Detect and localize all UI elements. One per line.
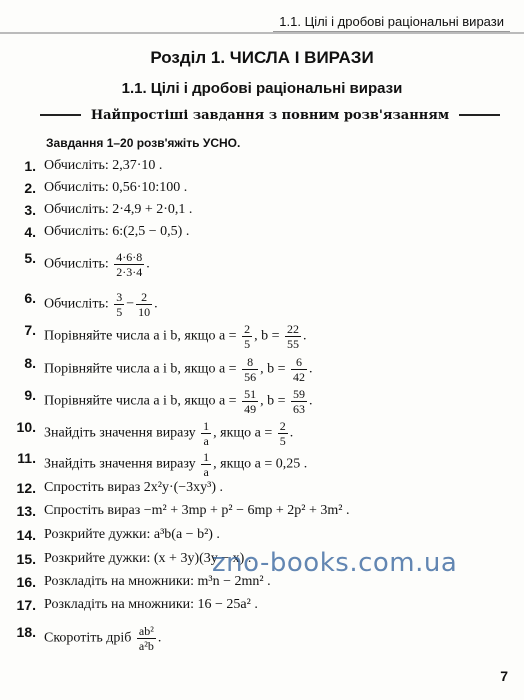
problem-text: Розкладіть на множники: 16 − 25a² . bbox=[44, 597, 258, 612]
fraction bbox=[242, 387, 258, 416]
denominator: 42 bbox=[292, 370, 305, 384]
problem-number: 17. bbox=[16, 597, 36, 613]
problem-text-part: . bbox=[289, 425, 294, 441]
numerator: 59 bbox=[292, 387, 305, 401]
problem-text: Розкрийте дужки: (x + 3y)(3y − x) . bbox=[44, 551, 252, 566]
operator: − bbox=[126, 296, 135, 312]
problem-text: Обчисліть: 0,56·10:100 . bbox=[44, 180, 188, 195]
problem-text-part: . bbox=[308, 393, 313, 409]
problem-number: 6. bbox=[24, 290, 36, 306]
header-rule bbox=[0, 32, 524, 34]
fraction bbox=[291, 355, 307, 384]
denominator: 5 bbox=[116, 305, 123, 319]
problem-text bbox=[44, 450, 307, 479]
problem-number: 9. bbox=[24, 387, 36, 403]
fraction bbox=[201, 419, 211, 448]
denominator: 5 bbox=[244, 337, 251, 351]
numerator: 3 bbox=[116, 290, 123, 304]
problem-text-part: Порівняйте числа a і b, якщо a = bbox=[44, 328, 237, 344]
problem-text bbox=[44, 624, 161, 653]
problem-text-part: , якщо a = bbox=[213, 425, 273, 441]
problem-number: 15. bbox=[16, 551, 36, 567]
numerator: 2 bbox=[244, 322, 251, 336]
problem-text-part: . bbox=[157, 630, 162, 646]
problem-number: 12. bbox=[16, 480, 36, 496]
problem-text-part: . bbox=[308, 361, 313, 377]
problem-text: Спростіть вираз −m² + 3mp + p² − 6mp + 2p² + 3m² . bbox=[44, 503, 350, 518]
problem-text-part: , b = bbox=[260, 361, 286, 377]
fraction bbox=[114, 290, 124, 319]
numerator: 8 bbox=[242, 355, 258, 370]
denominator: 55 bbox=[286, 337, 299, 351]
watermark: zno-books.com.ua bbox=[212, 548, 458, 578]
fraction bbox=[278, 419, 288, 448]
denominator: 49 bbox=[244, 402, 257, 416]
problem-number: 10. bbox=[16, 419, 36, 435]
band-heading bbox=[40, 106, 500, 124]
problem-number: 3. bbox=[24, 202, 36, 218]
problem-number: 8. bbox=[24, 355, 36, 371]
problem-number: 5. bbox=[24, 250, 36, 266]
problem-number: 4. bbox=[24, 224, 36, 240]
section-title: Розділ 1. ЧИСЛА І ВИРАЗИ bbox=[150, 48, 374, 67]
problem-text: Обчисліть: 2,37·10 . bbox=[44, 158, 163, 173]
problem-text: Обчисліть: 2·4,9 + 2·0,1 . bbox=[44, 202, 193, 217]
numerator: 6 bbox=[291, 355, 307, 370]
denominator: 2·3·4 bbox=[116, 265, 143, 279]
problem-text-part: Порівняйте числа a і b, якщо a = bbox=[44, 361, 237, 377]
fraction bbox=[136, 290, 152, 319]
denominator: a bbox=[203, 434, 209, 448]
problem-text-part: , b = bbox=[254, 328, 280, 344]
fraction bbox=[137, 624, 156, 653]
denominator: a²b bbox=[138, 639, 154, 653]
problem-text-part: Обчисліть: bbox=[44, 256, 109, 272]
fraction bbox=[114, 250, 144, 279]
problem-text-part: . bbox=[146, 256, 150, 272]
numerator: ab² bbox=[138, 624, 154, 638]
running-header: 1.1. Цілі і дробові раціональні вирази bbox=[273, 12, 510, 32]
band-title: Найпростіші завдання з повним розв'язанням bbox=[81, 108, 459, 123]
numerator: 22 bbox=[286, 322, 299, 336]
problem-text: Обчисліть: 6:(2,5 − 0,5) . bbox=[44, 224, 190, 239]
problem-text: Розкрийте дужки: a³b(a − b²) . bbox=[44, 527, 220, 542]
problem-number: 18. bbox=[16, 624, 36, 640]
problem-text-part: . bbox=[154, 296, 158, 312]
fraction bbox=[201, 450, 211, 479]
problem-number: 1. bbox=[24, 158, 36, 174]
numerator: 1 bbox=[203, 419, 210, 433]
problem-number: 11. bbox=[17, 450, 36, 466]
fraction bbox=[242, 355, 258, 384]
problem-number: 14. bbox=[16, 527, 36, 543]
problem-text bbox=[44, 419, 293, 448]
problem-number: 2. bbox=[24, 180, 36, 196]
subsection-title: 1.1. Цілі і дробові раціональні вирази bbox=[121, 80, 403, 97]
numerator: 2 bbox=[279, 419, 286, 433]
problem-text bbox=[44, 250, 150, 279]
denominator: a bbox=[203, 465, 209, 479]
problem-text-part: . bbox=[302, 328, 307, 344]
denominator: 63 bbox=[292, 402, 305, 416]
problem-text: Розкладіть на множники: m³n − 2mn² . bbox=[44, 574, 271, 589]
problem-text-part: Скоротіть дріб bbox=[44, 630, 132, 646]
problem-number: 7. bbox=[24, 322, 36, 338]
problem-text-part: Порівняйте числа a і b, якщо a = bbox=[44, 393, 237, 409]
problem-text-part: Обчисліть: bbox=[44, 296, 109, 312]
problem-text: Спростіть вираз 2x²y·(−3xy³) . bbox=[44, 480, 224, 495]
numerator: 1 bbox=[203, 450, 210, 464]
problem-number: 13. bbox=[16, 503, 36, 519]
denominator: 56 bbox=[244, 370, 257, 384]
fraction bbox=[285, 322, 301, 351]
problem-text bbox=[44, 290, 158, 319]
problem-text bbox=[44, 387, 312, 416]
problem-text-part: , якщо a = 0,25 . bbox=[213, 456, 308, 472]
fraction bbox=[242, 322, 252, 351]
problem-text-part: Знайдіть значення виразу bbox=[44, 425, 196, 441]
problem-text-part: Знайдіть значення виразу bbox=[44, 456, 196, 472]
page-number: 7 bbox=[500, 668, 508, 684]
denominator: 10 bbox=[138, 305, 151, 319]
numerator: 2 bbox=[136, 290, 152, 305]
numerator: 51 bbox=[244, 387, 257, 401]
numerator: 4·6·8 bbox=[116, 250, 143, 264]
fraction bbox=[291, 387, 307, 416]
problem-number: 16. bbox=[16, 574, 36, 590]
problem-text bbox=[44, 322, 306, 351]
denominator: 5 bbox=[279, 434, 286, 448]
problem-text-part: , b = bbox=[260, 393, 286, 409]
instruction: Завдання 1–20 розв'яжіть УСНО. bbox=[46, 136, 241, 150]
problem-text bbox=[44, 355, 312, 384]
